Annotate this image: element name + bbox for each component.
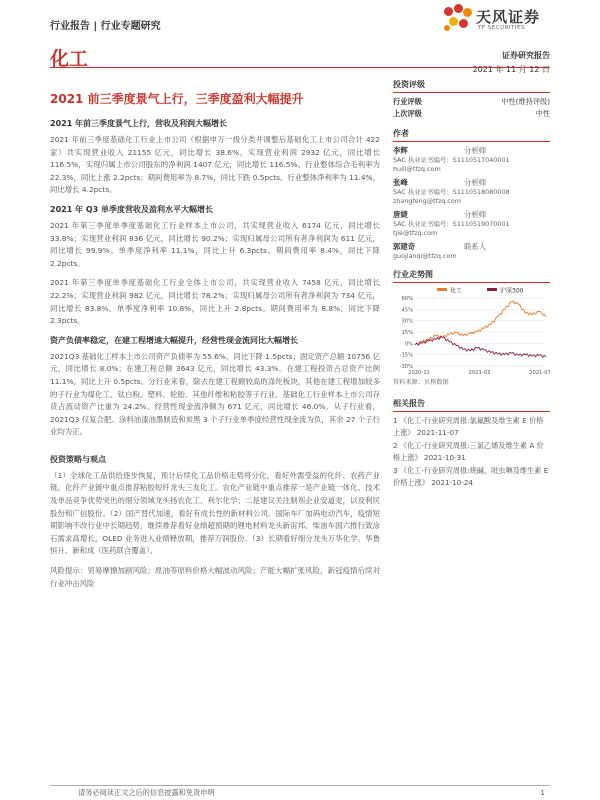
industry-title: 化工 xyxy=(50,48,89,70)
x-tick-label: 2021-03 xyxy=(468,370,491,376)
y-tick-label: -30% xyxy=(399,364,413,370)
analyst-cert: SAC 执业证书编号：S1110518080008 xyxy=(393,188,510,196)
industry-rating-value: 中性(维持评级) xyxy=(501,97,550,106)
trend-heading: 行业走势图 xyxy=(393,269,550,283)
section-paragraph: 2021 年第三季度单季度基础化工行业全体上市公司，共实现营业收入 7458 亿元，同比增长 22.2%；实现营业利润 982 亿元，同比增长 78.2%；实现归属母公司所有者净利润为 734 亿元，同比增长 83.8%。单季度净利率 10.8%，同比上升 2.8pcts。期间费用率为 8.8%，同比下降 2.3pcts。 xyxy=(50,278,380,326)
main-content xyxy=(50,118,380,597)
analyst-cert: SAC 执业证书编号：S1110517040001 xyxy=(393,156,510,164)
industry-rating-label: 行业评级 xyxy=(393,97,422,106)
analyst-name: 郭建奇 xyxy=(393,242,416,251)
related-report-item[interactable]: 1 《化工-行业研究周报:氯氟酸及维生素 E 价格上涨》 2021-11-07 xyxy=(393,416,544,437)
analyst-role: 分析师 xyxy=(464,210,487,219)
analyst-email[interactable]: huili@tfzq.com xyxy=(393,165,441,173)
risk-warning: 风险提示：贸易摩擦加剧风险；原油等原料价格大幅波动风险；产能大幅扩张风险，新冠疫情后续对行业冲击风险 xyxy=(50,566,380,588)
related-report-item[interactable]: 2 《化工-行业研究周报:三氯乙烯及维生素 A 价格上涨》 2021-10-31 xyxy=(393,441,544,462)
analyst-email[interactable]: zhangfeng@tfzq.com xyxy=(393,197,461,205)
section-heading: 资产负债率稳定，在建工程增速大幅提升，经营性现金流同比大幅增长 xyxy=(50,335,298,345)
section-paragraph: 2021 年第三季度单季度基础化工行业样本上市公司，共实现营业收入 6174 亿元，同比增长 33.8%；实现营业利润 836 亿元，同比增长 90.2%；实现归属母公司所有者净利润为 611 亿元，同比增长 99.9%。单季度净利率 11.1%，同比上升 6.3pcts。期间费用率 8.4%，同比下降 2.2pcts。 xyxy=(50,220,380,268)
legend-swatch xyxy=(437,288,447,291)
y-tick-label: 0% xyxy=(404,341,413,348)
logo-mark-icon xyxy=(442,4,474,34)
analyst-name: 张峰 xyxy=(393,178,408,187)
logo-text: 天风证券 xyxy=(476,8,541,26)
sidebar xyxy=(393,79,550,491)
x-tick-label: 2021-07 xyxy=(529,370,550,376)
industry-rating-row xyxy=(393,96,550,108)
legend-label: 化工 xyxy=(450,287,463,295)
analyst-name: 李辉 xyxy=(393,146,408,155)
section-paragraph: （1）全球化工品供给逐步恢复，预计后续化工品价格走势将分化，看好外需受益的化纤、农药产业链。化纤产业链中重点推荐粘胶短纤龙头三友化工。农化产业链中重点推荐一是产业链一体化、技术及单品竞争优势突出的细分领域龙头扬农化工、利尔化学；二是建议关注制剂企业安道麦，以及利民股份和广信股份。（2）国产替代加速，看好有成长性的新材料公司。国际车厂加码电动汽车，疫情短期影响不改行业中长期趋势，继续推荐看好业绩超预期的锂电材料龙头新宙邦。柴油车国六推行致涂石需求高增长，OLED 业务进入业绩释放期，推荐万润股份。（3）长期看好细分龙头万华化学、华鲁恒升、新和成（医药联合覆盖）。 xyxy=(50,470,380,556)
x-tick-label: 2020-11 xyxy=(408,370,430,376)
y-tick-label: 45% xyxy=(401,307,413,314)
y-tick-label: 15% xyxy=(401,330,413,336)
analyst-role: 联系人 xyxy=(464,242,487,251)
trend-chart-svg xyxy=(393,286,550,376)
related-heading: 相关报告 xyxy=(393,398,550,412)
y-tick-label: 30% xyxy=(401,318,413,325)
analyst-email[interactable]: tjie@tfzq.com xyxy=(393,229,438,237)
analyst-name: 唐婕 xyxy=(393,210,408,219)
analyst-entry xyxy=(393,241,550,261)
chart-source: 资料来源：贝格数据 xyxy=(393,379,449,386)
report-type: 证券研究报告 xyxy=(502,51,550,60)
legend-swatch xyxy=(487,288,497,291)
page-number: 1 xyxy=(540,788,545,797)
analyst-entry xyxy=(393,145,550,174)
related-report-item[interactable]: 3 《化工-行业研究周报:烧碱、吡虫啉及维生素 E 价格上涨》 2021-10-24 xyxy=(393,466,549,487)
y-tick-label: -15% xyxy=(399,352,413,359)
section-paragraph: 2021 年前三季度基础化工行业上市公司（根据申万一级分类并调整后基础化工上市公司合计 422 家）共实现营业收入 21155 亿元，同比增长 38.6%，实现营业利润 2932 亿元，同比增长 116.5%，实现归属上市公司股东的净利润 1407 亿元，同比增长 116.5%。行业整体综合毛利率为 22.3%，同比上涨 2.2pcts；期间费用率为 8.7%，同比下跌 0.5pcts。行业整体净利率为 11.4%，同比增长 4.2pcts。 xyxy=(50,135,380,195)
report-date: 2021 年 11 月 12 日 xyxy=(472,65,550,74)
section-paragraph: 2021Q3 基础化工样本上市公司资产负债率为 55.6%，同比下降 1.5pcts；固定资产总额 10756 亿元，同比增长 8.0%；在建工程总额 3643 亿元，同比增长 43.3%。在建工程投资占总资产比例 11.1%，同比上升 0.5pcts。分行业来看，除去在建工程额较高的涤纶板块，其他在建工程增加较多的子行业为煤化工、钛白粉、塑料、轮胎、其他纤维和粘胶等子行业。基础化工行业样本上市公司存货占流动资产比重为 24.2%。经营性现金流净额为 671 亿元，同比增长 46.0%。从子行业看，2021Q3 仅复合肥、涂料油漆油墨制造和炭黑 3 个子行业单季度经营性现金流为负，其余 27 个子行业均为正。 xyxy=(50,351,380,437)
footer-disclaimer: 请务必阅读正文之后的信息披露和免责申明 xyxy=(78,788,215,797)
footer-divider xyxy=(50,785,550,786)
series-line xyxy=(415,337,546,358)
rating-heading: 投资评级 xyxy=(393,79,550,93)
prev-rating-label: 上次评级 xyxy=(393,109,422,118)
authors-heading: 作者 xyxy=(393,128,550,142)
section-heading: 投资策略与观点 xyxy=(50,454,106,464)
y-tick-label: 60% xyxy=(401,296,413,302)
analyst-email[interactable]: guojianqi@tfzq.com xyxy=(393,252,457,260)
analyst-role: 分析师 xyxy=(464,146,487,155)
header-divider xyxy=(50,67,550,68)
analyst-entry xyxy=(393,177,550,206)
section-heading: 2021 年前三季度景气上行，营收及利润大幅增长 xyxy=(50,119,228,128)
analyst-cert: SAC 执业证书编号：S1110519070001 xyxy=(393,220,510,228)
legend-label: 沪深300 xyxy=(500,287,524,295)
report-title: 2021 前三季度景气上行，三季度盈利大幅提升 xyxy=(50,92,304,106)
section-heading: 2021 年 Q3 单季度营收及盈利水平大幅增长 xyxy=(50,204,213,214)
logo-subtext: TF SECURITIES xyxy=(478,25,525,31)
prev-rating-value: 中性 xyxy=(535,109,550,118)
logo xyxy=(442,4,562,36)
analyst-entry xyxy=(393,209,550,238)
analyst-role: 分析师 xyxy=(464,178,487,187)
trend-chart xyxy=(393,286,550,376)
header-tags: 行业报告 | 行业专题研究 xyxy=(50,21,161,32)
prev-rating-row xyxy=(393,108,550,120)
series-line xyxy=(415,301,546,345)
